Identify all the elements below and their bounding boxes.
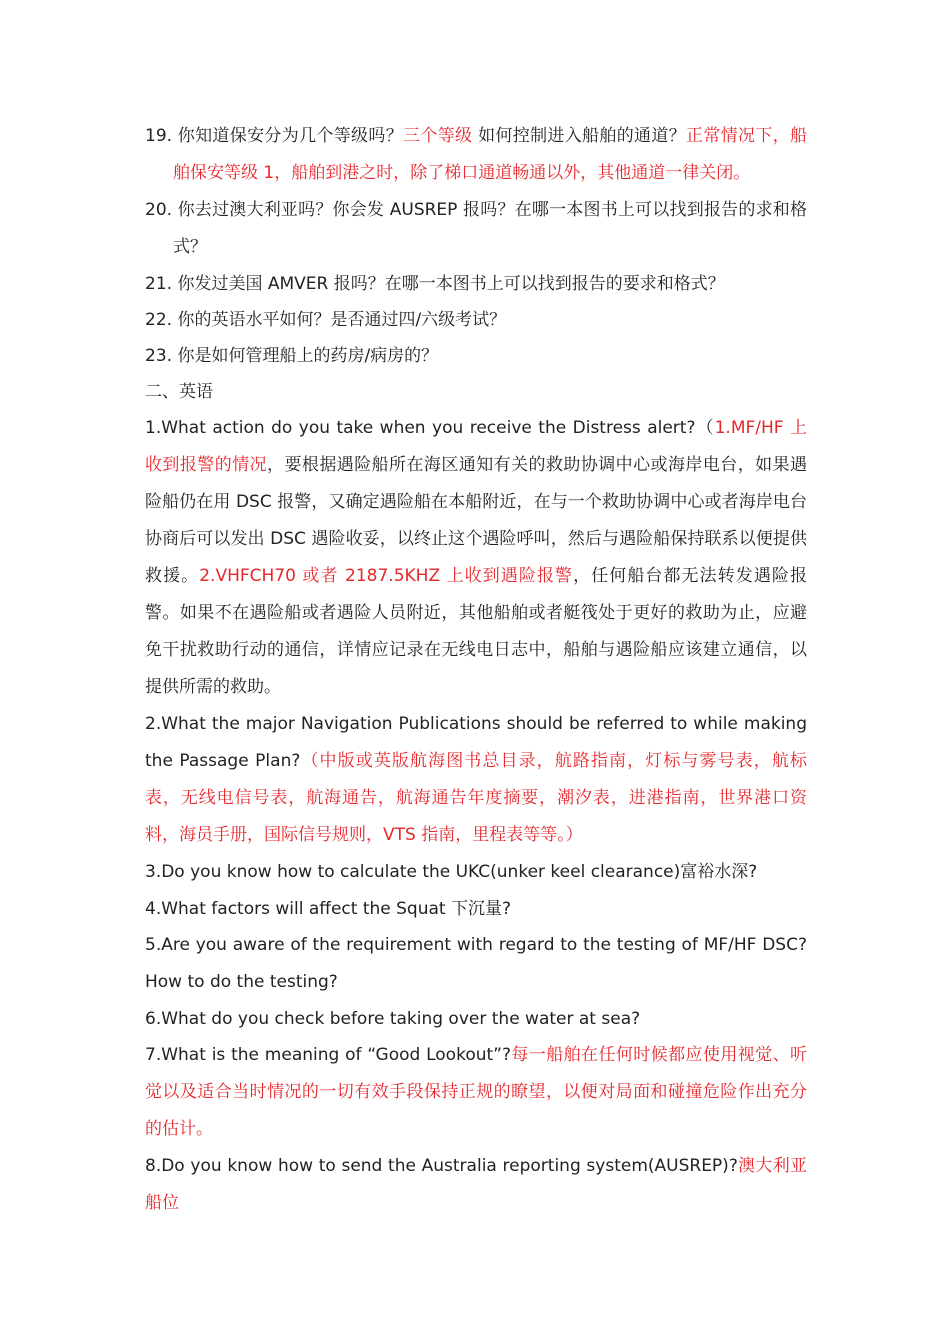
english-question-3: 3.Do you know how to calculate the UKC(unker keel clearance)富裕水深? bbox=[145, 862, 758, 882]
section-heading-english: 二、英语 bbox=[145, 382, 213, 402]
question-22: 22. 你的英语水平如何？是否通过四/六级考试？ bbox=[145, 310, 507, 330]
question-20: 20. 你去过澳大利亚吗？你会发 AUSREP 报吗？在哪一本图书上可以找到报告的求和格式？ bbox=[145, 200, 807, 257]
english-question-1-answer-vhf: 2.VHFCH70 或者 2187.5KHZ 上收到遇险报警 bbox=[199, 566, 574, 586]
english-question-1-text: 1.What action do you take when you receive the Distress alert?（ bbox=[145, 418, 715, 438]
question-19-answer-access: 正常情况下，船舶保安等级 1，船舶到港之时，除了梯口通道畅通以外，其他通道一律关闭。 bbox=[173, 126, 807, 183]
english-question-2-text: 2.What the major Navigation Publications should be referred to while making the Passage Plan? bbox=[145, 714, 807, 771]
question-19-text: 19. 你知道保安分为几个等级吗？ bbox=[145, 126, 404, 146]
english-question-1-answer-text: ，要根据遇险船所在海区通知有关的救助协调中心或海岸电台，如果遇险船仍在用 DSC 报警，又确定遇险船在本船附近，在与一个救助协调中心或者海岸电台协商后可以发出 DSC 遇险收妥，以终止这个遇险呼叫，然后与遇险船保持联系以便提供救援。 bbox=[145, 455, 808, 586]
english-question-1-answer-text-2: ，任何船台都无法转发遇险报警。如果不在遇险船或者遇险人员附近，其他船舶或者艇筏处于更好的救助为止，应避免干扰救助行动的通信，详情应记录在无线电日志中，船舶与遇险船应该建立通信，以提供所需的救助。 bbox=[145, 566, 808, 697]
document-body bbox=[145, 118, 807, 1222]
english-question-6: 6.What do you check before taking over the water at sea? bbox=[145, 1009, 641, 1029]
english-question-8 bbox=[145, 1148, 807, 1222]
english-question-8-text: 8.Do you know how to send the Australia reporting system(AUSREP)? bbox=[145, 1156, 738, 1176]
english-question-5: 5.Are you aware of the requirement with regard to the testing of MF/HF DSC? How to do the testing? bbox=[145, 935, 807, 992]
question-21: 21. 你发过美国 AMVER 报吗？在哪一本图书上可以找到报告的要求和格式？ bbox=[145, 274, 725, 294]
english-question-7-text: 7.What is the meaning of “Good Lookout”? bbox=[145, 1045, 511, 1065]
english-question-7 bbox=[145, 1037, 807, 1148]
english-question-2-answer: （中版或英版航海图书总目录，航路指南，灯标与雾号表，航标表，无线电信号表，航海通告，航海通告年度摘要，潮汐表，进港指南，世界港口资料，海员手册，国际信号规则，VTS 指南，里程表等等。） bbox=[145, 751, 807, 845]
question-19-answer-levels: 三个等级 bbox=[403, 126, 473, 146]
question-19-text-2: 如何控制进入船舶的通道？ bbox=[478, 126, 687, 146]
english-question-1-answer-mfhf: 1.MF/HF 上收到报警的情况 bbox=[145, 418, 807, 475]
question-19 bbox=[145, 118, 807, 192]
question-23: 23. 你是如何管理船上的药房/病房的？ bbox=[145, 346, 439, 366]
english-question-8-answer: 澳大利亚船位 bbox=[145, 1156, 807, 1213]
english-question-2 bbox=[145, 706, 807, 854]
english-question-4: 4.What factors will affect the Squat 下沉量? bbox=[145, 899, 512, 919]
english-question-1 bbox=[145, 410, 807, 706]
english-question-7-answer: 每一船舶在任何时候都应使用视觉、听觉以及适合当时情况的一切有效手段保持正规的瞭望，以便对局面和碰撞危险作出充分的估计。 bbox=[145, 1045, 807, 1139]
